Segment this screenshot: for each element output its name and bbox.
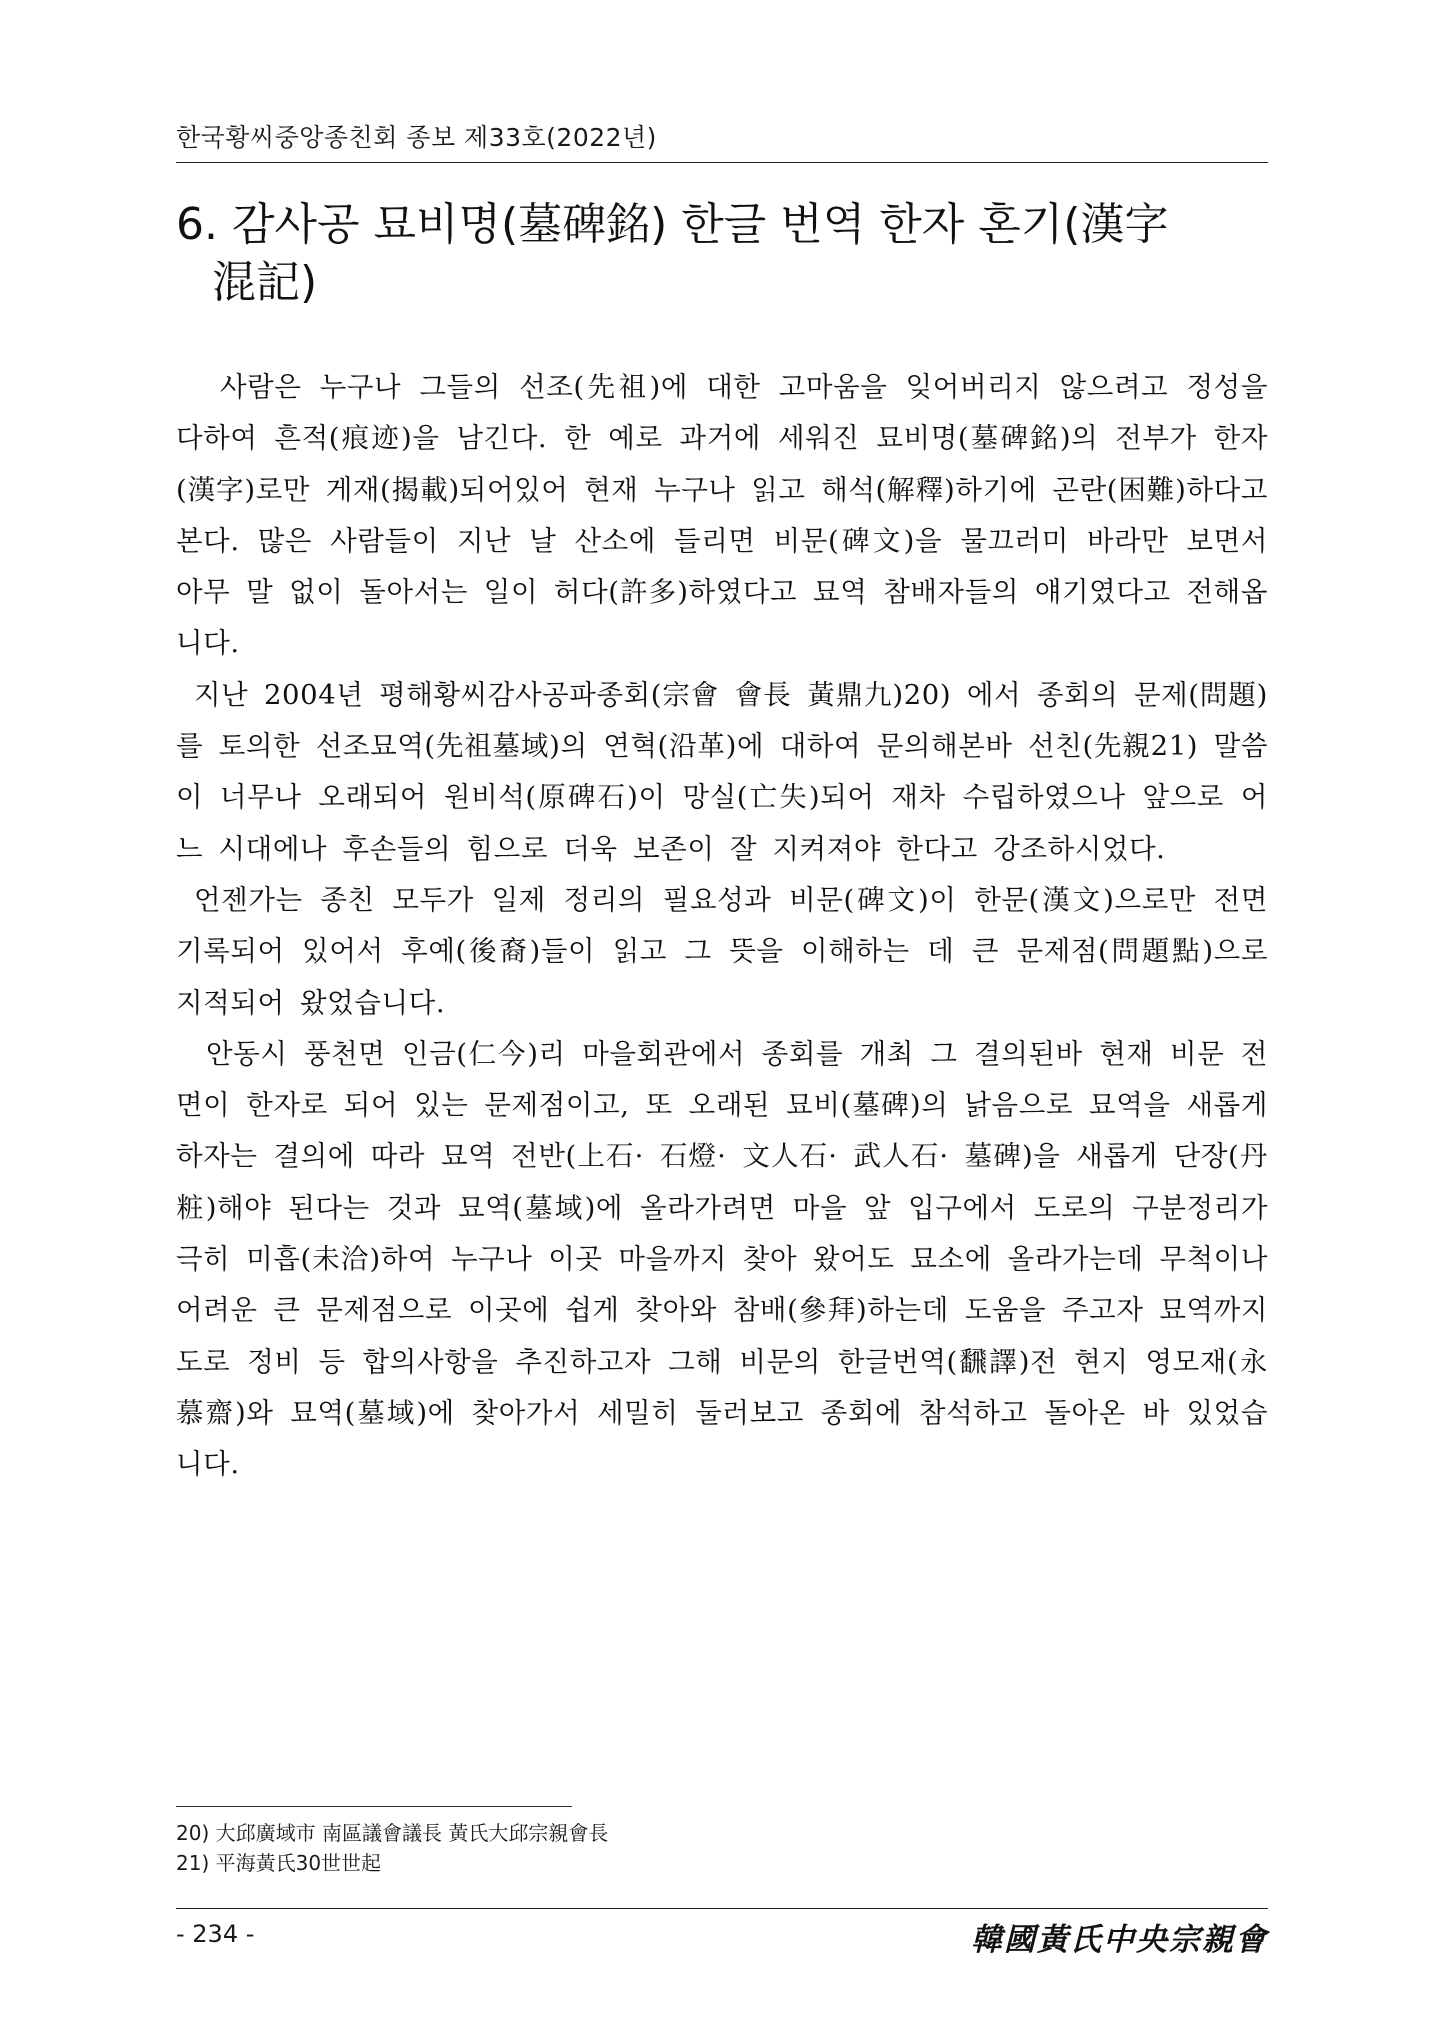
section-title-line2: 混記) bbox=[212, 257, 318, 308]
footnote-20: 20) 大邱廣域市 南區議會議長 黃氏大邱宗親會長 bbox=[176, 1821, 609, 1845]
paragraph-andong-meeting: 안동시 풍천면 인금(仁今)리 마을회관에서 종회를 개최 그 결의된바 현재 비문 전면이 한자로 되어 있는 문제점이고, 또 오래된 묘비(墓碑)의 낡음으로 묘역을 새롭게 하자는 결의에 따라 묘역 전반(上石· 石燈· 文人石· 武人石· 墓碑)을 새롭게 단장(丹粧)해야 된다는 것과 묘역(墓域)에 올라가려면 마을 앞 입구에서 도로의 구분정리가 극히 미흡(未洽)하여 누구나 이곳 마을까지 찾아 왔어도 묘소에 올라가는데 무척이나 어려운 큰 문제점으로 이곳에 쉽게 찾아와 참배(參拜)하는데 도움을 주고자 묘역까지 도로 정비 등 합의사항을 추진하고자 그해 비문의 한글번역(飜譯)전 현지 영모재(永慕齋)와 묘역(墓域)에 찾아가서 세밀히 둘러보고 종회에 참석하고 돌아온 바 있었습니다. bbox=[176, 1037, 1269, 1481]
footnote-rule bbox=[176, 1806, 572, 1807]
paragraph-intro: 사람은 누구나 그들의 선조(先祖)에 대한 고마움을 잊어버리지 않으려고 정성을 다하여 흔적(痕迹)을 남긴다. 한 예로 과거에 세워진 묘비명(墓碑銘)의 전부가 한자(漢字)로만 게재(揭載)되어있어 현재 누구나 읽고 해석(解釋)하기에 곤란(困難)하다고 본다. 많은 사람들이 지난 날 산소에 들리면 비문(碑文)을 물끄러미 바라만 보면서 아무 말 없이 돌아서는 일이 허다(許多)하였다고 묘역 참배자들의 얘기였다고 전해옵니다. bbox=[176, 371, 1268, 660]
section-title bbox=[176, 196, 1268, 312]
header-rule bbox=[176, 162, 1268, 163]
section-title-line1: 6. 감사공 묘비명(墓碑銘) 한글 번역 한자 혼기(漢字 bbox=[176, 199, 1169, 250]
footer-rule bbox=[176, 1908, 1268, 1909]
running-header: 한국황씨중앙종친회 종보 제33호(2022년) bbox=[176, 123, 657, 152]
footnote-21: 21) 平海黃氏30世世起 bbox=[176, 1851, 382, 1875]
paragraph-inscription-issue: 언젠가는 종친 모두가 일제 정리의 필요성과 비문(碑文)이 한문(漢文)으로만 전면 기록되어 있어서 후예(後裔)들이 읽고 그 뜻을 이해하는 데 큰 문제점(問題點)으로 지적되어 왔었습니다. bbox=[176, 883, 1268, 1019]
paragraph-2004-meeting: 지난 2004년 평해황씨감사공파종회(宗會 會長 黃鼎九)20) 에서 종회의 문제(問題)를 토의한 선조묘역(先祖墓域)의 연혁(沿革)에 대하여 문의해본바 선친(先親21) 말씀이 너무나 오래되어 원비석(原碑石)이 망실(亡失)되어 재차 수립하였으나 앞으로 어느 시대에나 후손들의 힘으로 더욱 보존이 잘 지켜져야 한다고 강조하시었다. bbox=[176, 678, 1268, 865]
body-text bbox=[176, 362, 1268, 1491]
page-number: - 234 - bbox=[176, 1920, 255, 1948]
organization-logo: 韓國黃氏中央宗親會 bbox=[971, 1922, 1268, 1958]
footnotes bbox=[176, 1818, 608, 1878]
